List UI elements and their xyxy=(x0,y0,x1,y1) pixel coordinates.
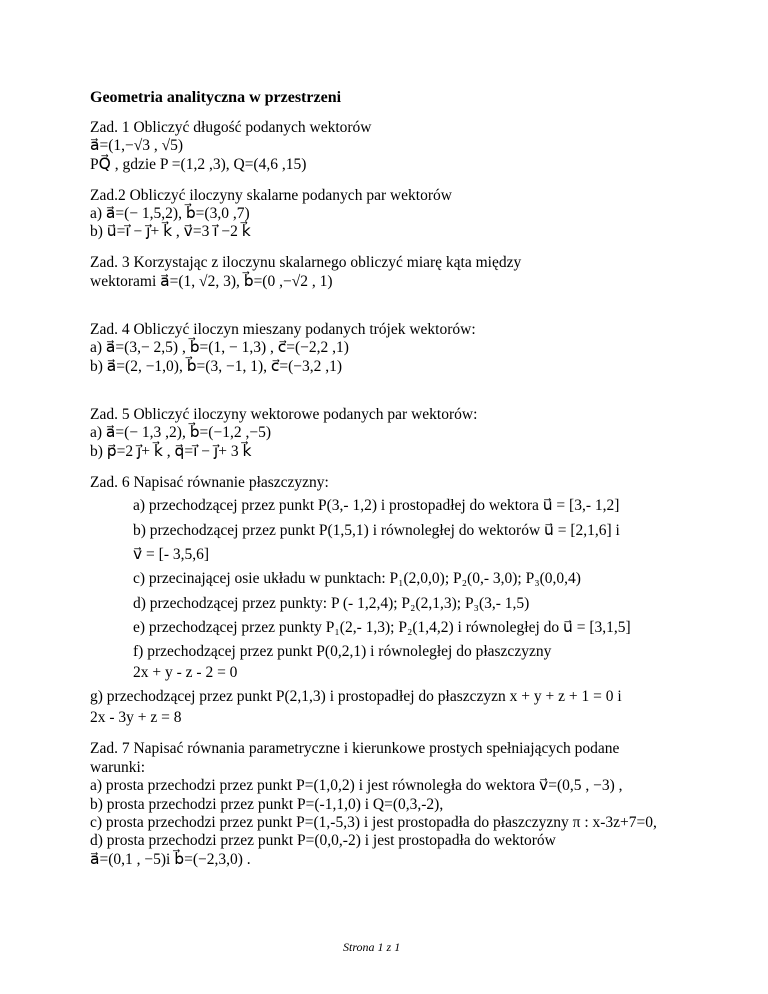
task-6-item-f: f) przechodzącej przez punkt P(0,2,1) i równoległej do płaszczyzny xyxy=(133,643,552,660)
task-2-item-a: a) a⃗=(− 1,5,2), b⃗=(3,0 ,7) xyxy=(90,205,250,222)
task-6-heading: Zad. 6 Napisać równanie płaszczyzny: xyxy=(90,474,329,491)
task-4-item-a: a) a⃗=(3,− 2,5) , b⃗=(1, − 1,3) , c⃗=(−2,2 ,1) xyxy=(90,339,349,356)
task-3-vectors: wektorami a⃗=(1, √2, 3), b⃗=(0 ,−√2 , 1) xyxy=(90,273,333,290)
task-1-heading: Zad. 1 Obliczyć długość podanych wektorów xyxy=(90,119,372,136)
task-5-heading: Zad. 5 Obliczyć iloczyny wektorowe podanych par wektorów: xyxy=(90,406,478,423)
task-5-item-a: a) a⃗=(− 1,3 ,2), b⃗=(−1,2 ,−5) xyxy=(90,424,271,441)
task-7-item-b: b) prosta przechodzi przez punkt P=(-1,1,0) i Q=(0,3,-2), xyxy=(90,796,444,813)
task-6-item-c: c) przecinającej osie układu w punktach: P₁(2,0,0); P₂(0,- 3,0); P₃(0,0,4) xyxy=(133,570,581,587)
task-6-item-e: e) przechodzącej przez punkty P₁(2,- 1,3); P₂(1,4,2) i równoległej do u⃗ = [3,1,5] xyxy=(133,619,631,636)
task-7-heading: Zad. 7 Napisać równania parametryczne i kierunkowe prostych spełniających podane xyxy=(90,740,620,757)
task-6-item-b-vector-v: v⃗ = [- 3,5,6] xyxy=(133,546,210,563)
task-3-heading: Zad. 3 Korzystając z iloczynu skalarnego obliczyć miarę kąta między xyxy=(90,254,522,271)
task-6-item-d: d) przechodzącej przez punkty: P (- 1,2,4); P₂(2,1,3); P₃(3,- 1,5) xyxy=(133,595,530,612)
task-6-item-a: a) przechodzącej przez punkt P(3,- 1,2) i prostopadłej do wektora u⃗ = [3,- 1,2] xyxy=(133,497,620,514)
document-title: Geometria analityczna w przestrzeni xyxy=(90,89,342,106)
task-4-item-b: b) a⃗=(2, −1,0), b⃗=(3, −1, 1), c⃗=(−3,2 ,1) xyxy=(90,358,343,375)
task-2-item-b: b) u⃗=i⃗ − j⃗+ k⃗ , v⃗=3 i⃗ −2 k⃗ xyxy=(90,223,251,240)
task-7-item-c: c) prosta przechodzi przez punkt P=(1,-5,3) i jest prostopadła do płaszczyzny π : x-3z+7=0, xyxy=(90,814,657,831)
task-7-item-d: d) prosta przechodzi przez punkt P=(0,0,-2) i jest prostopadła do wektorów xyxy=(90,832,556,849)
page-footer: Strona 1 z 1 xyxy=(343,940,401,954)
task-6-item-g: g) przechodzącej przez punkt P(2,1,3) i prostopadłej do płaszczyzn x + y + z + 1 = 0 i xyxy=(90,688,622,705)
task-6-item-b: b) przechodzącej przez punkt P(1,5,1) i równoległej do wektorów u⃗ = [2,1,6] i xyxy=(133,522,620,539)
task-7-heading-cont: warunki: xyxy=(90,759,146,776)
task-2-heading: Zad.2 Obliczyć iloczyny skalarne podanych par wektorów xyxy=(90,187,452,204)
task-1-vector-a: a⃗=(1,−√3 , √5) xyxy=(90,137,184,154)
task-1-vector-pq: PQ⃗ , gdzie P =(1,2 ,3), Q=(4,6 ,15) xyxy=(90,156,307,173)
task-4-heading: Zad. 4 Obliczyć iloczyn mieszany podanych trójek wektorów: xyxy=(90,321,476,338)
task-7-item-d-vectors: a⃗=(0,1 , −5)i b⃗=(−2,3,0) . xyxy=(90,851,251,868)
task-5-item-b: b) p⃗=2 j⃗+ k⃗ , q⃗=i⃗ − j⃗+ 3 k⃗ xyxy=(90,443,252,460)
task-6-item-g-plane: 2x - 3y + z = 8 xyxy=(90,709,182,726)
task-7-item-a: a) prosta przechodzi przez punkt P=(1,0,2) i jest równoległa do wektora v⃗=(0,5 , −3) , xyxy=(90,777,623,794)
task-6-item-f-plane: 2x + y - z - 2 = 0 xyxy=(133,664,238,681)
